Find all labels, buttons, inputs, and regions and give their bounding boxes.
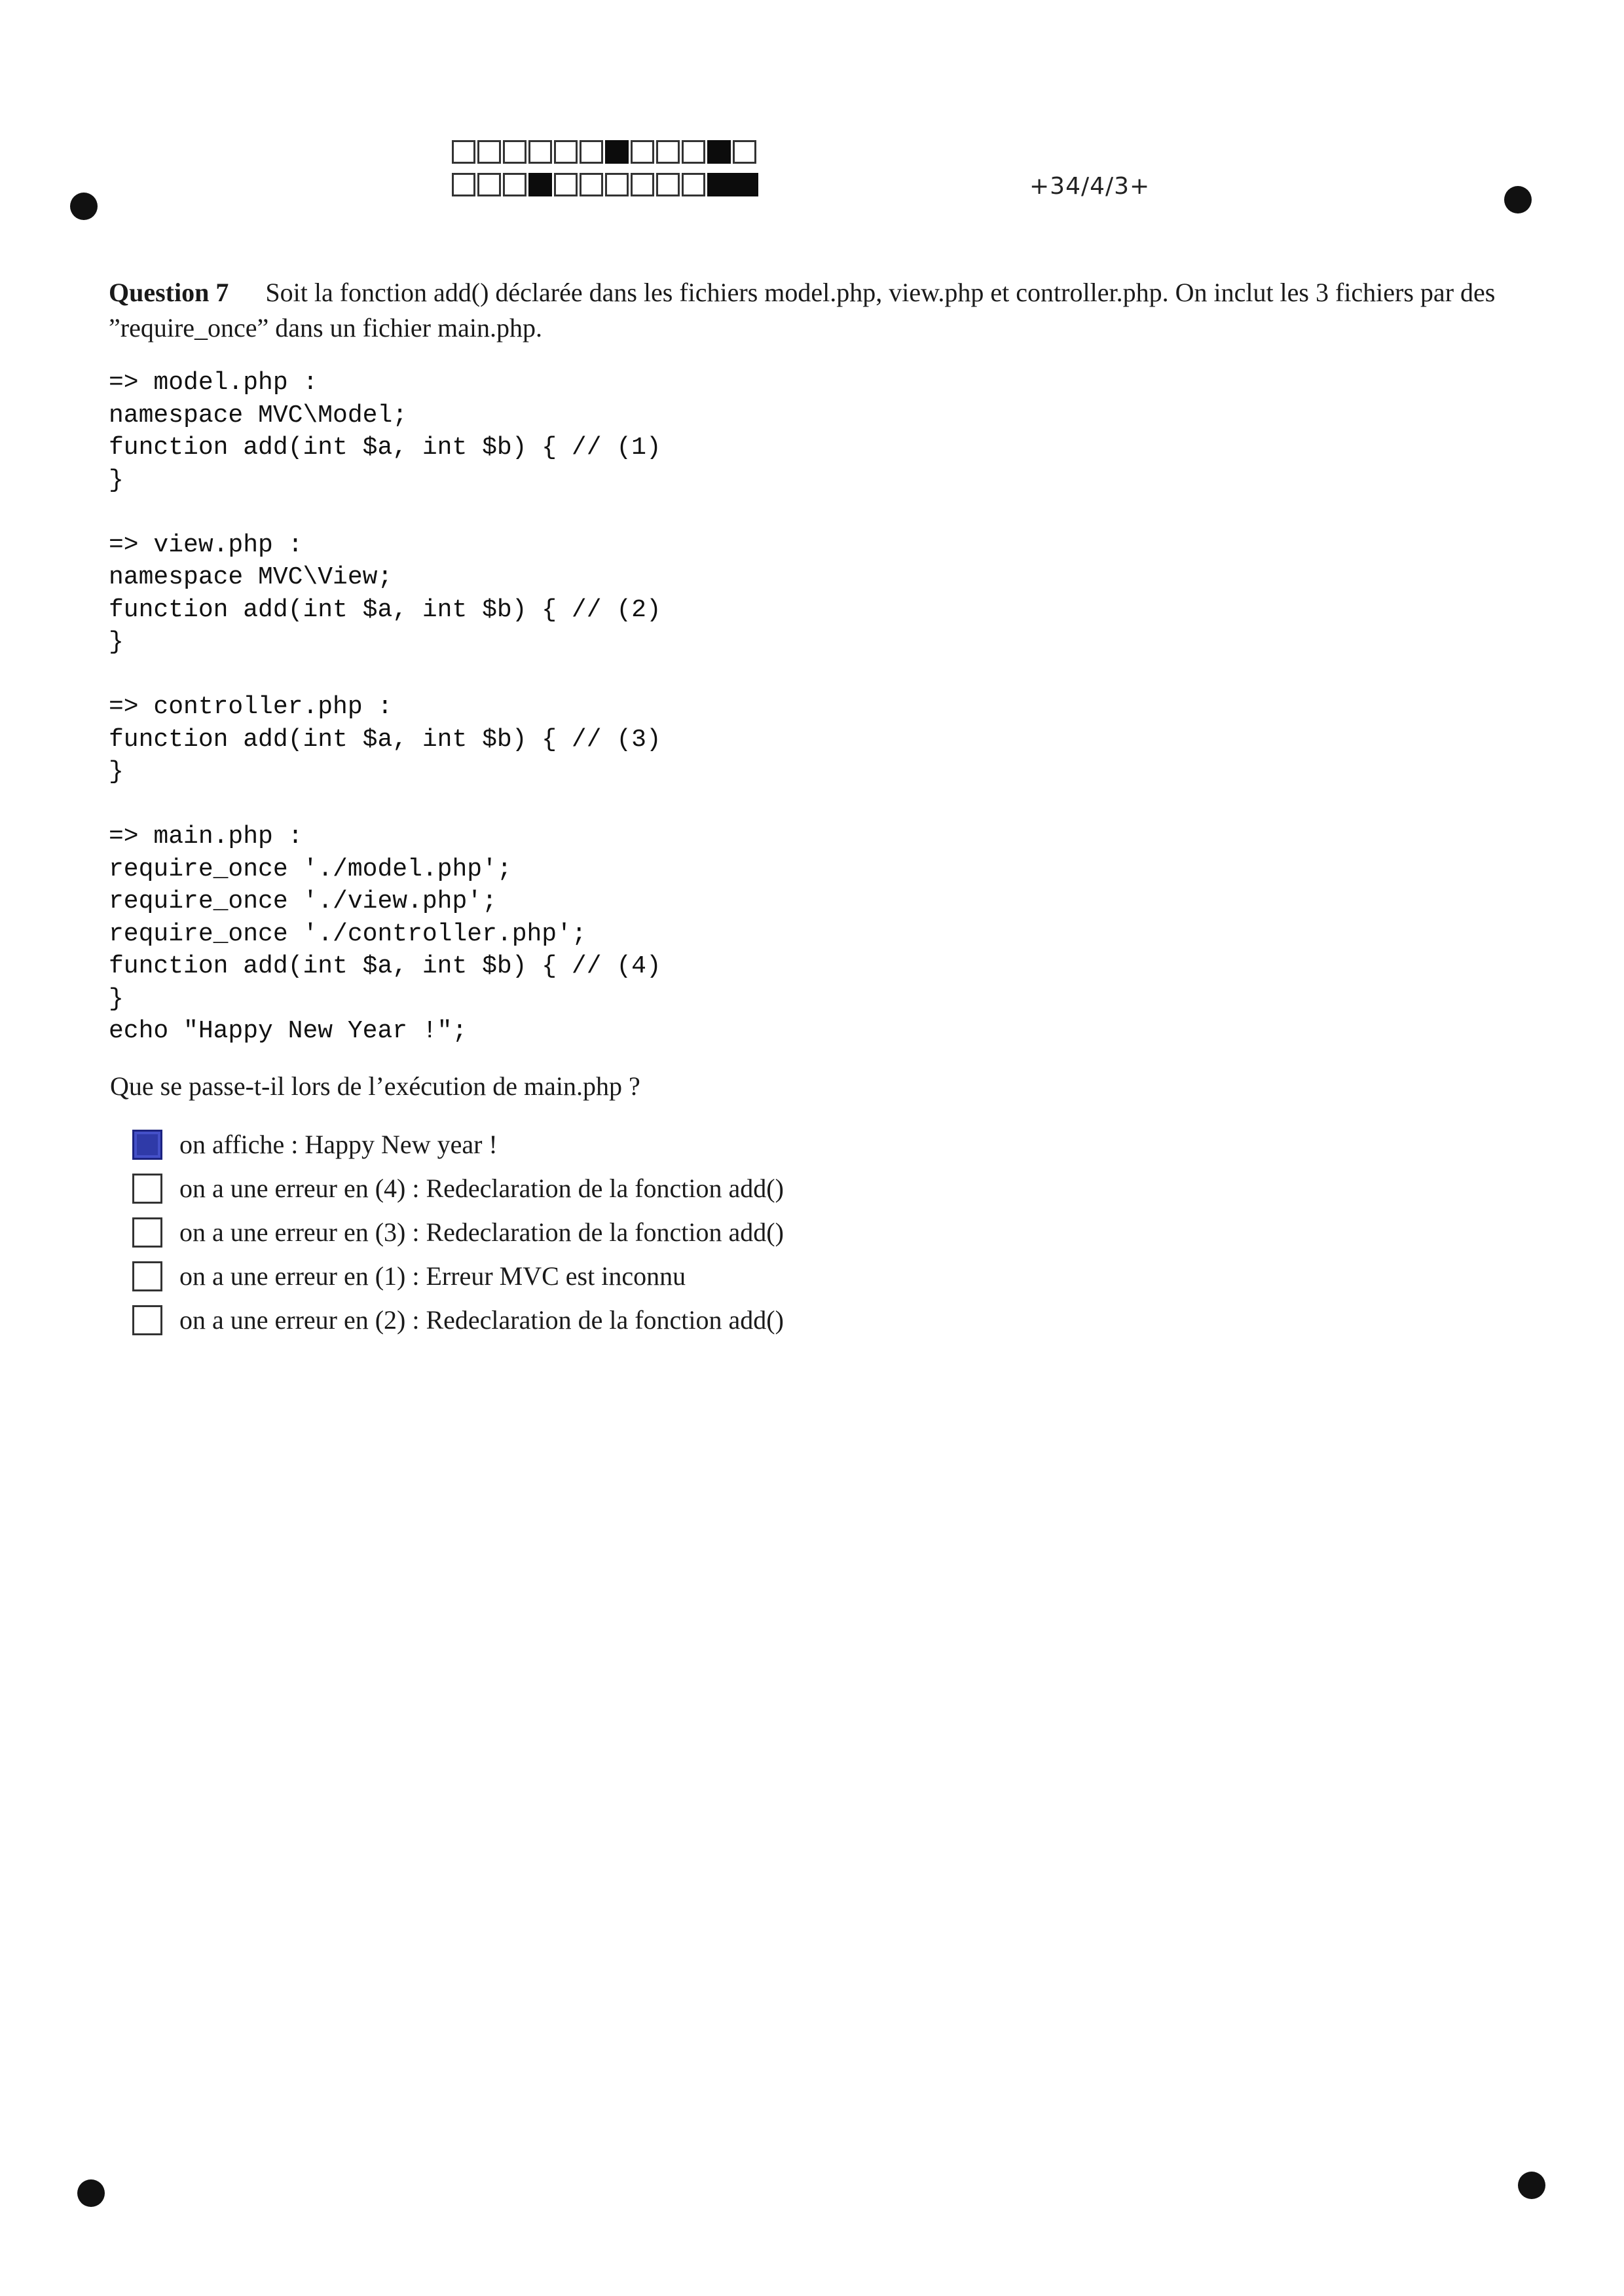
- answer-option[interactable]: [132, 1122, 784, 1166]
- code-line: require_once './view.php';: [109, 887, 497, 916]
- answer-option[interactable]: [132, 1254, 784, 1298]
- id-grid-cell: [656, 140, 680, 164]
- code-line: }: [109, 984, 124, 1013]
- id-grid-cell: [452, 173, 475, 196]
- id-grid-cell: [554, 140, 578, 164]
- id-grid-cell: [682, 140, 705, 164]
- code-line: require_once './controller.php';: [109, 919, 587, 948]
- code-line: namespace MVC\Model;: [109, 401, 408, 430]
- answer-option-label: on a une erreur en (3) : Redeclaration de la fonction add(): [179, 1217, 784, 1247]
- code-line: function add(int $a, int $b) { // (1): [109, 434, 661, 462]
- id-grid-cell: [656, 173, 680, 196]
- question-prompt: Que se passe-t-il lors de l’exécution de main.php ?: [110, 1071, 640, 1101]
- id-grid-cell: [605, 140, 629, 164]
- checkbox-checked[interactable]: [132, 1130, 162, 1160]
- code-line: }: [109, 466, 124, 494]
- checkbox[interactable]: [132, 1174, 162, 1204]
- code-line: require_once './model.php';: [109, 855, 512, 883]
- answer-option-label: on a une erreur en (4) : Redeclaration de la fonction add(): [179, 1174, 784, 1203]
- code-line: }: [109, 758, 124, 786]
- code-line: function add(int $a, int $b) { // (2): [109, 595, 661, 624]
- id-grid-cell: [707, 140, 731, 164]
- id-grid-cell: [477, 140, 501, 164]
- id-grid-cell: [452, 140, 475, 164]
- registration-mark-bottom-right: [1518, 2172, 1545, 2199]
- id-grid-row-1: [452, 140, 758, 164]
- code-line: function add(int $a, int $b) { // (3): [109, 725, 661, 754]
- page-code: +34/4/3+: [1029, 173, 1151, 200]
- registration-mark-top-right: [1504, 186, 1532, 213]
- code-line: => model.php :: [109, 369, 318, 397]
- checkbox[interactable]: [132, 1261, 162, 1291]
- code-line: [109, 496, 661, 529]
- id-grid-cell: [503, 173, 526, 196]
- id-grid-cell: [528, 140, 552, 164]
- question-label: Question 7: [109, 278, 229, 307]
- question-text: Soit la fonction add() déclarée dans les fichiers model.php, view.php et controller.php. On inclut les 3 fichiers par des ”require_once” dans un fichier main.php.: [109, 278, 1496, 343]
- registration-mark-bottom-left: [77, 2179, 105, 2207]
- answer-option-label: on affiche : Happy New year !: [179, 1130, 498, 1159]
- answer-option-label: on a une erreur en (2) : Redeclaration de la fonction add(): [179, 1305, 784, 1335]
- checkbox[interactable]: [132, 1305, 162, 1335]
- id-grid-cell: [733, 140, 756, 164]
- code-line: echo "Happy New Year !";: [109, 1017, 468, 1045]
- code-line: namespace MVC\View;: [109, 563, 393, 591]
- code-line: function add(int $a, int $b) { // (4): [109, 952, 661, 980]
- id-grid-row-2: [452, 173, 760, 196]
- answer-option[interactable]: [132, 1166, 784, 1210]
- code-line: [109, 659, 661, 692]
- id-grid-cell: [682, 173, 705, 196]
- id-grid-cell: [477, 173, 501, 196]
- answer-options: [132, 1122, 784, 1342]
- id-grid-cell: [503, 140, 526, 164]
- id-grid-cell: [580, 140, 603, 164]
- answer-option[interactable]: [132, 1298, 784, 1342]
- answer-option[interactable]: [132, 1210, 784, 1254]
- id-grid-cell: [580, 173, 603, 196]
- id-grid-cell: [605, 173, 629, 196]
- id-grid-cell: [554, 173, 578, 196]
- registration-mark-top-left: [70, 193, 98, 220]
- checkbox[interactable]: [132, 1217, 162, 1248]
- code-line: => controller.php :: [109, 693, 393, 721]
- code-line: => main.php :: [109, 823, 303, 851]
- id-grid-cell: [631, 173, 654, 196]
- id-grid-cell: [631, 140, 654, 164]
- code-line: [109, 788, 661, 821]
- code-line: }: [109, 628, 124, 656]
- answer-option-label: on a une erreur en (1) : Erreur MVC est inconnu: [179, 1261, 686, 1291]
- question-block: [109, 275, 1497, 346]
- code-line: => view.php :: [109, 530, 303, 559]
- code-block: [109, 367, 661, 1048]
- id-grid-cell: [528, 173, 552, 196]
- id-grid-cell: [707, 173, 758, 196]
